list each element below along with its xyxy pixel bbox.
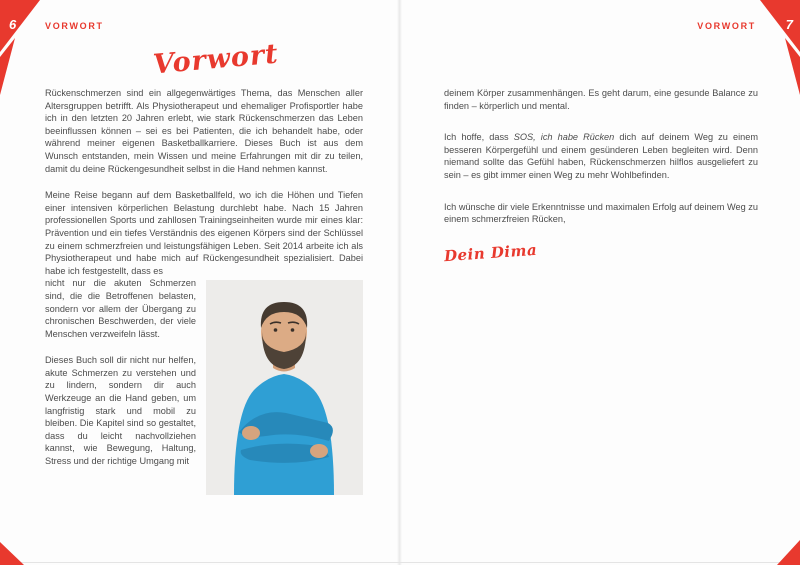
person-eye-left (274, 329, 278, 333)
paragraph-book-purpose: Dieses Buch soll dir nicht nur helfen, akute Schmerzen zu verstehen und zu lindern, sondern dir auch Werkzeuge an die Hand geben, um langfristig stark und mobil zu bleiben. Die Kapitel sind so gestaltet, dass du leicht nachvollziehen kannst, wie Bewegung, Haltung, Stress und der richtige Umgang mit (45, 355, 196, 467)
chapter-title: Vorwort (151, 38, 280, 81)
page-number-right: 7 (785, 17, 793, 32)
paragraph-hope (444, 131, 758, 181)
right-page-text (443, 87, 758, 265)
author-portrait-illustration (206, 280, 363, 495)
paragraph-hope-pre: Ich hoffe, dass (444, 132, 514, 143)
paragraph-wishes: Ich wünsche dir viele Erkenntnisse und maximalen Erfolg auf deinem Weg zu einem schmerzfreien Rücken, (444, 201, 758, 225)
person-hand-right (310, 444, 328, 458)
running-head-right: VORWORT (697, 21, 756, 31)
paragraph-hope-post: dich auf deinem Weg zu einem besseren Körpergefühl und einem gesünderen Leben begleiten wird. Denn niemand sollte das Gefühl haben, Rückenschmerzen hilflos ausgeliefert zu sein – es gibt immer einen Weg zu mehr Wohlbefinden. (444, 132, 758, 180)
author-photo (206, 280, 363, 495)
corner-ribbon-bottom-right (777, 540, 800, 565)
paragraph-intro: Rückenschmerzen sind ein allgegenwärtiges Thema, das Menschen aller Altersgruppen betrifft. Als Physiotherapeut und ehemaliger Profisportler habe ich in den letzten 20 Jahren erlebt, wie stark Rückenschmerzen das Leben beeinflussen können – sei es bei Patienten, die ich behandelt habe, oder während meiner eigenen Basketballkarriere. Dieses Buch ist aus dem Wunsch entstanden, mein Wissen und meine Erfahrungen mit dir zu teilen, damit du deine Rückengesundheit selbst in die Hand nehmen kannst. (45, 88, 363, 174)
corner-ribbon-top-left (0, 0, 40, 52)
corner-ribbon-bottom-left (0, 542, 24, 565)
paragraph-balance: deinem Körper zusammenhängen. Es geht darum, eine gesunde Balance zu finden – körperlich und mental. (444, 88, 758, 111)
page-number-left: 6 (9, 17, 17, 32)
paragraph-journey-wide: Meine Reise begann auf dem Basketballfeld, wo ich die Höhen und Tiefen einer intensiven körperlichen Belastung durchlebt habe. Nach 15 Jahren professionellen Sports und zahllosen Trainingseinheiten wurde mir eines klar: Prävention und ein tiefes Verständnis des eigenen Körpers sind der Schlüssel zu einem schmerzfreien und leistungsfähigen Leben. Seit 2014 arbeite ich als Physiotherapeut und habe mich auf Rückengesundheit spezialisiert. Dabei habe ich festgestellt, dass es (45, 190, 363, 276)
book-title-mention: SOS, ich habe Rücken (513, 132, 615, 143)
author-signature: Dein Dima (443, 240, 538, 265)
left-page-text (45, 87, 363, 501)
person-hand-left (242, 426, 260, 440)
corner-ribbon-top-right (760, 0, 800, 52)
paragraph-journey-narrow: nicht nur die akuten Schmerzen sind, die die Betroffenen belasten, sondern vor allem der Übergang zu chronischen Beschwerden, der viele Menschen verzweifeln lässt. (45, 278, 196, 339)
running-head-left: VORWORT (45, 21, 104, 31)
person-eye-right (291, 329, 295, 333)
